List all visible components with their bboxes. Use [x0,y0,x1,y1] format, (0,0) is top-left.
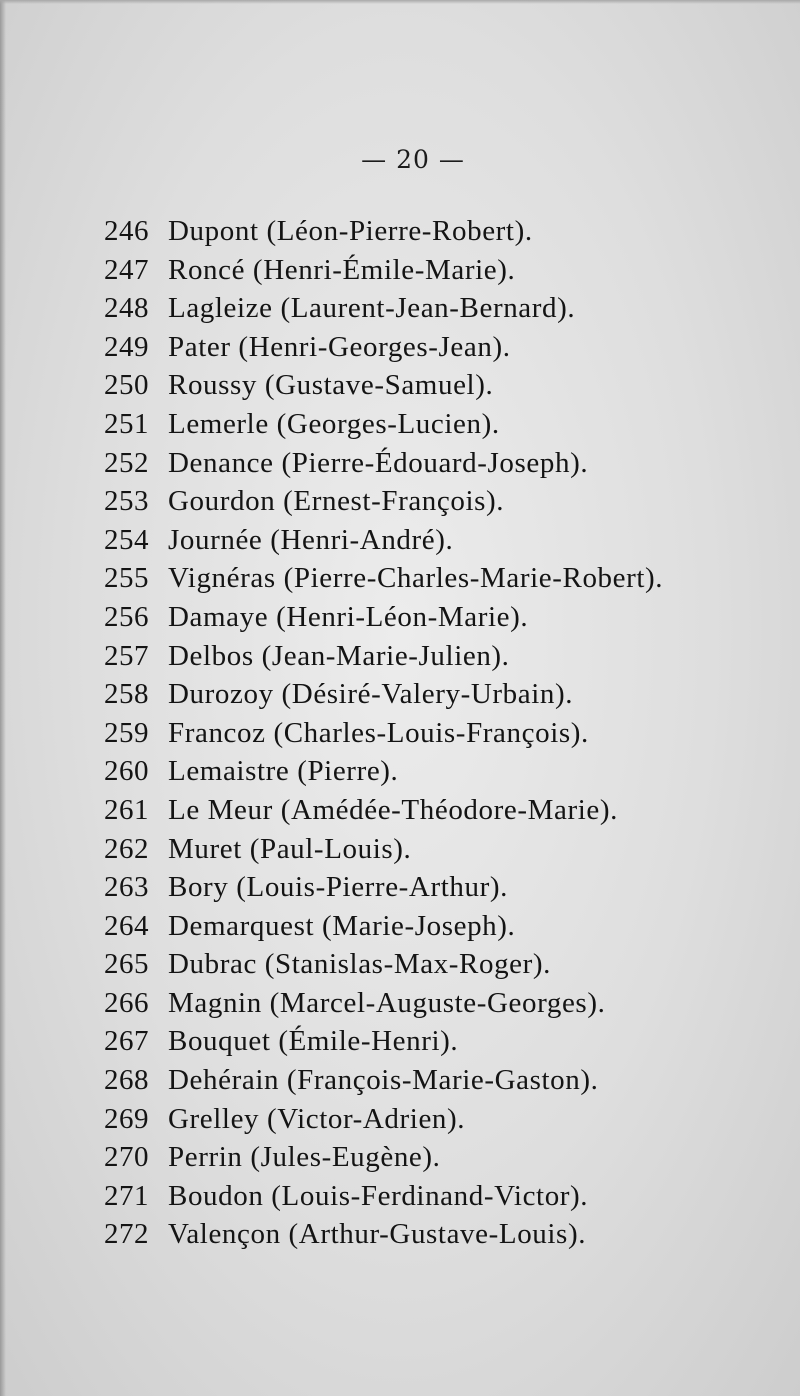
list-item [104,1138,663,1177]
entry-number: 261 [104,793,149,826]
entry-name: Roncé (Henri-Émile-Marie). [168,253,516,286]
entry-number: 250 [104,369,149,402]
page-edge-shadow [0,0,6,1396]
entry-number: 256 [104,600,149,633]
entry-number: 253 [104,485,149,518]
entry-name: Magnin (Marcel-Auguste-Georges). [168,986,606,1019]
entry-name: Dubrac (Stanislas-Max-Roger). [168,948,552,981]
list-item [104,559,663,598]
entry-number: 251 [104,407,149,440]
entry-name: Perrin (Jules-Eugène). [168,1141,441,1174]
entry-number: 267 [104,1025,149,1058]
list-item [104,868,663,907]
entry-name: Grelley (Victor-Adrien). [168,1102,466,1135]
list-item [104,714,663,753]
entry-name: Dupont (Léon-Pierre-Robert). [168,215,533,247]
list-item [104,830,663,869]
entry-number: 252 [104,446,149,479]
entry-name: Delbos (Jean-Marie-Julien). [168,639,510,672]
entry-name: Gourdon (Ernest-François). [168,485,505,518]
entry-name: Durozoy (Désiré-Valery-Urbain). [168,678,574,711]
entry-number: 269 [104,1102,149,1135]
page-number: — 20 — [361,145,465,174]
entry-number: 246 [104,215,149,247]
list-item [104,791,663,830]
entry-name: Boudon (Louis-Ferdinand-Victor). [168,1179,589,1212]
entry-number: 263 [104,871,149,904]
entry-number: 266 [104,986,149,1019]
entry-number: 247 [104,253,149,286]
entry-name: Valençon (Arthur-Gustave-Louis). [168,1218,587,1251]
entry-name: Journée (Henri-André). [168,523,454,556]
list-item [104,907,663,946]
name-list [104,212,663,1254]
entry-number: 272 [104,1218,149,1251]
entry-name: Dehérain (François-Marie-Gaston). [168,1064,599,1097]
entry-number: 257 [104,639,149,672]
entry-number: 271 [104,1179,149,1212]
entry-name: Bory (Louis-Pierre-Arthur). [168,871,508,904]
list-item [104,482,663,521]
list-item [104,289,663,328]
entry-number: 259 [104,716,149,749]
entry-number: 262 [104,832,149,865]
entry-name: Lemerle (Georges-Lucien). [168,407,500,440]
entry-number: 254 [104,523,149,556]
list-item [104,405,663,444]
list-item [104,521,663,560]
entry-name: Denance (Pierre-Édouard-Joseph). [168,446,589,479]
list-item [104,637,663,676]
list-item [104,328,663,367]
entry-number: 249 [104,330,149,363]
entry-number: 270 [104,1141,149,1174]
list-item [104,251,663,290]
list-item [104,1100,663,1139]
entry-number: 268 [104,1064,149,1097]
list-item [104,1061,663,1100]
page-top-shadow [0,0,800,4]
entry-number: 248 [104,292,149,325]
entry-name: Pater (Henri-Georges-Jean). [168,330,511,363]
list-item [104,752,663,791]
list-item [104,212,663,251]
list-item [104,1215,663,1254]
entry-name: Lagleize (Laurent-Jean-Bernard). [168,292,576,325]
entry-name: Francoz (Charles-Louis-François). [168,716,589,749]
entry-number: 258 [104,678,149,711]
entry-name: Demarquest (Marie-Joseph). [168,909,516,942]
list-item [104,1177,663,1216]
entry-name: Lemaistre (Pierre). [168,755,399,788]
entry-name: Damaye (Henri-Léon-Marie). [168,600,529,633]
list-item [104,598,663,637]
entry-number: 265 [104,948,149,981]
entry-name: Le Meur (Amédée-Théodore-Marie). [168,793,618,826]
list-item [104,984,663,1023]
list-item [104,1022,663,1061]
entry-name: Vignéras (Pierre-Charles-Marie-Robert). [168,562,664,595]
entry-name: Roussy (Gustave-Samuel). [168,369,494,402]
entry-name: Bouquet (Émile-Henri). [168,1025,459,1058]
entry-number: 260 [104,755,149,788]
list-item [104,675,663,714]
list-item [104,366,663,405]
entry-number: 255 [104,562,149,595]
list-item [104,444,663,483]
entry-number: 264 [104,909,149,942]
entry-name: Muret (Paul-Louis). [168,832,412,865]
list-item [104,945,663,984]
